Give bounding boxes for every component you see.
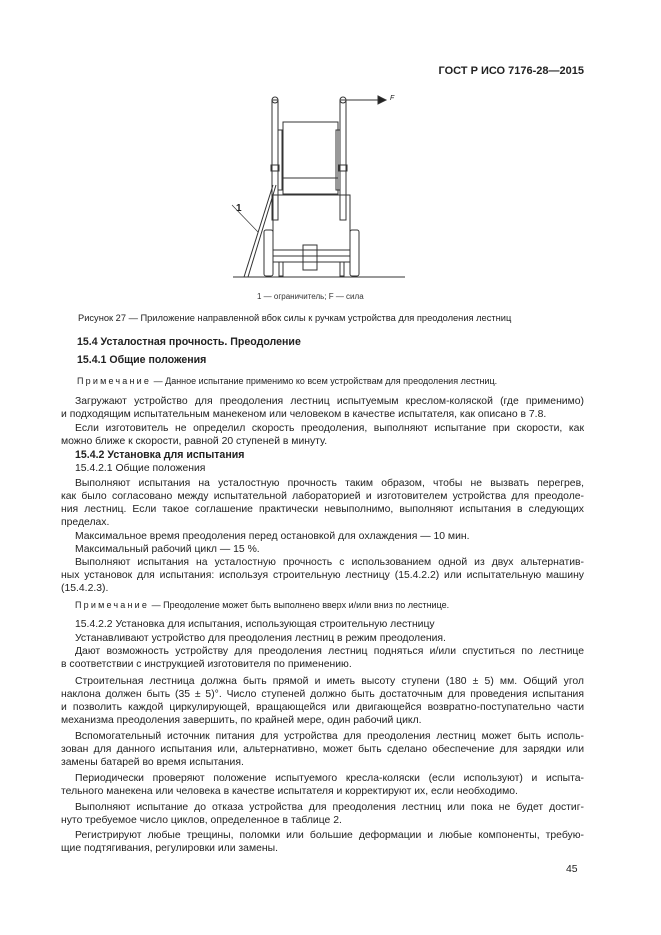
note-text: — Преодоление может быть выполнено вверх и/или вниз по лестнице.	[149, 600, 450, 610]
paragraph-line: Выполняют испытания на усталостную прочность таким образом, чтобы не вызвать перегрев,	[75, 478, 584, 489]
paragraph-line: Максимальный рабочий цикл — 15 %.	[75, 544, 260, 555]
note-1	[77, 375, 600, 388]
note-label: Примечание	[77, 376, 152, 386]
paragraph-line: Вспомогательный источник питания для устройства для преодоления лестниц может быть исполь-	[75, 731, 584, 742]
paragraph-line: Загружают устройство для преодоления лестниц испытуемым креслом-коляской (где применимо)	[75, 396, 584, 407]
paragraph-line: (15.4.2.3).	[61, 583, 109, 594]
paragraph-line: ных установок для испытания: используя строительную лестницу (15.4.2.2) или испытательную машину	[61, 570, 584, 581]
paragraph-line: Регистрируют любые трещины, поломки или большие деформации и любые компоненты, требую-	[75, 830, 584, 841]
paragraph-line: Периодически проверяют положение испытуемого кресла-коляски (если используют) и испыта-	[75, 773, 584, 784]
paragraph-line: щие подтягивания, регулировки или замены.	[61, 843, 278, 854]
figure-caption: Рисунок 27 — Приложение направленной вбок силы к ручкам устройства для преодоления лестниц	[78, 313, 512, 323]
paragraph-line: механизма преодоления завершить, по крайней мере, один рабочий цикл.	[61, 715, 422, 726]
figure-legend: 1 — ограничитель; F — сила	[257, 292, 364, 301]
paragraph-line: Дают возможность устройству для преодоления лестниц подняться и/или спуститься по лестнице	[75, 646, 584, 657]
paragraph-line: тельного манекена или человека в качестве испытателя и корректируют их, если необходимо.	[61, 786, 518, 797]
force-label: F	[390, 95, 395, 102]
paragraph-line: и подходящим испытательным манекеном или человеком в качестве испытателя, как описано в 7.8.	[61, 409, 547, 420]
paragraph-line: Выполняют испытание до отказа устройства для преодоления лестниц или пока не будет достиг-	[75, 802, 584, 813]
section-heading-15-4-1: 15.4.1 Общие положения	[77, 354, 207, 366]
paragraph-line: Устанавливают устройство для преодоления лестниц в режим преодоления.	[75, 633, 446, 644]
paragraph-line: нуто требуемое число циклов, определенное в таблице 2.	[61, 815, 342, 826]
paragraph-line: и позволить каждой циркулирующей, вращающейся или двигающейся возвратно-поступательно части	[61, 702, 584, 713]
paragraph-line: можно ближе к скорости, равной 20 ступеней в минуту.	[61, 436, 328, 447]
subsection-heading-15-4-2-1: 15.4.2.1 Общие положения	[75, 463, 206, 474]
document-id: ГОСТ Р ИСО 7176-28—2015	[438, 65, 584, 77]
subsection-heading-15-4-2-2: 15.4.2.2 Установка для испытания, использующая строительную лестницу	[75, 619, 435, 630]
paragraph-line: Если изготовитель не определил скорость преодоления, выполняют испытание при скорости, как	[75, 423, 584, 434]
callout-1: 1	[236, 203, 242, 214]
paragraph-line: зован для данного испытания или, альтернативно, может быть сделано обеспечение для зарядки или	[61, 744, 584, 755]
paragraph-line: Выполняют испытания на усталостную прочность с использованием одной из двух альтернатив-	[75, 557, 584, 568]
note-label: Примечание	[75, 600, 150, 610]
paragraph-line: ния лестниц. Если такое соглашение практически невыполнимо, выполняют испытания в следующих	[61, 504, 584, 515]
paragraph-line: в соответствии с инструкцией изготовителя по применению.	[61, 659, 352, 670]
note-2	[75, 599, 598, 612]
page-number: 45	[566, 864, 578, 875]
section-heading-15-4: 15.4 Усталостная прочность. Преодоление	[77, 336, 301, 348]
paragraph-line: замены батарей во время испытания.	[61, 757, 244, 768]
paragraph-line: наклона должен быть (35 ± 5)°. Число ступеней должно быть достаточным для проведения испытания	[61, 689, 584, 700]
paragraph-line: пределах.	[61, 517, 110, 528]
figure-27-stair-climber-drawing	[0, 0, 661, 300]
paragraph-line: Максимальное время преодоления перед остановкой для охлаждения — 10 мин.	[75, 531, 470, 542]
paragraph-line: как было согласовано между испытательной лабораторией и изготовителем устройства для преодоле-	[61, 491, 584, 502]
paragraph-line: Строительная лестница должна быть прямой и иметь высоту ступени (180 ± 5) мм. Общий угол	[75, 676, 584, 687]
note-text: — Данное испытание применимо ко всем устройствам для преодоления лестниц.	[151, 376, 498, 386]
section-heading-15-4-2: 15.4.2 Установка для испытания	[75, 449, 245, 461]
